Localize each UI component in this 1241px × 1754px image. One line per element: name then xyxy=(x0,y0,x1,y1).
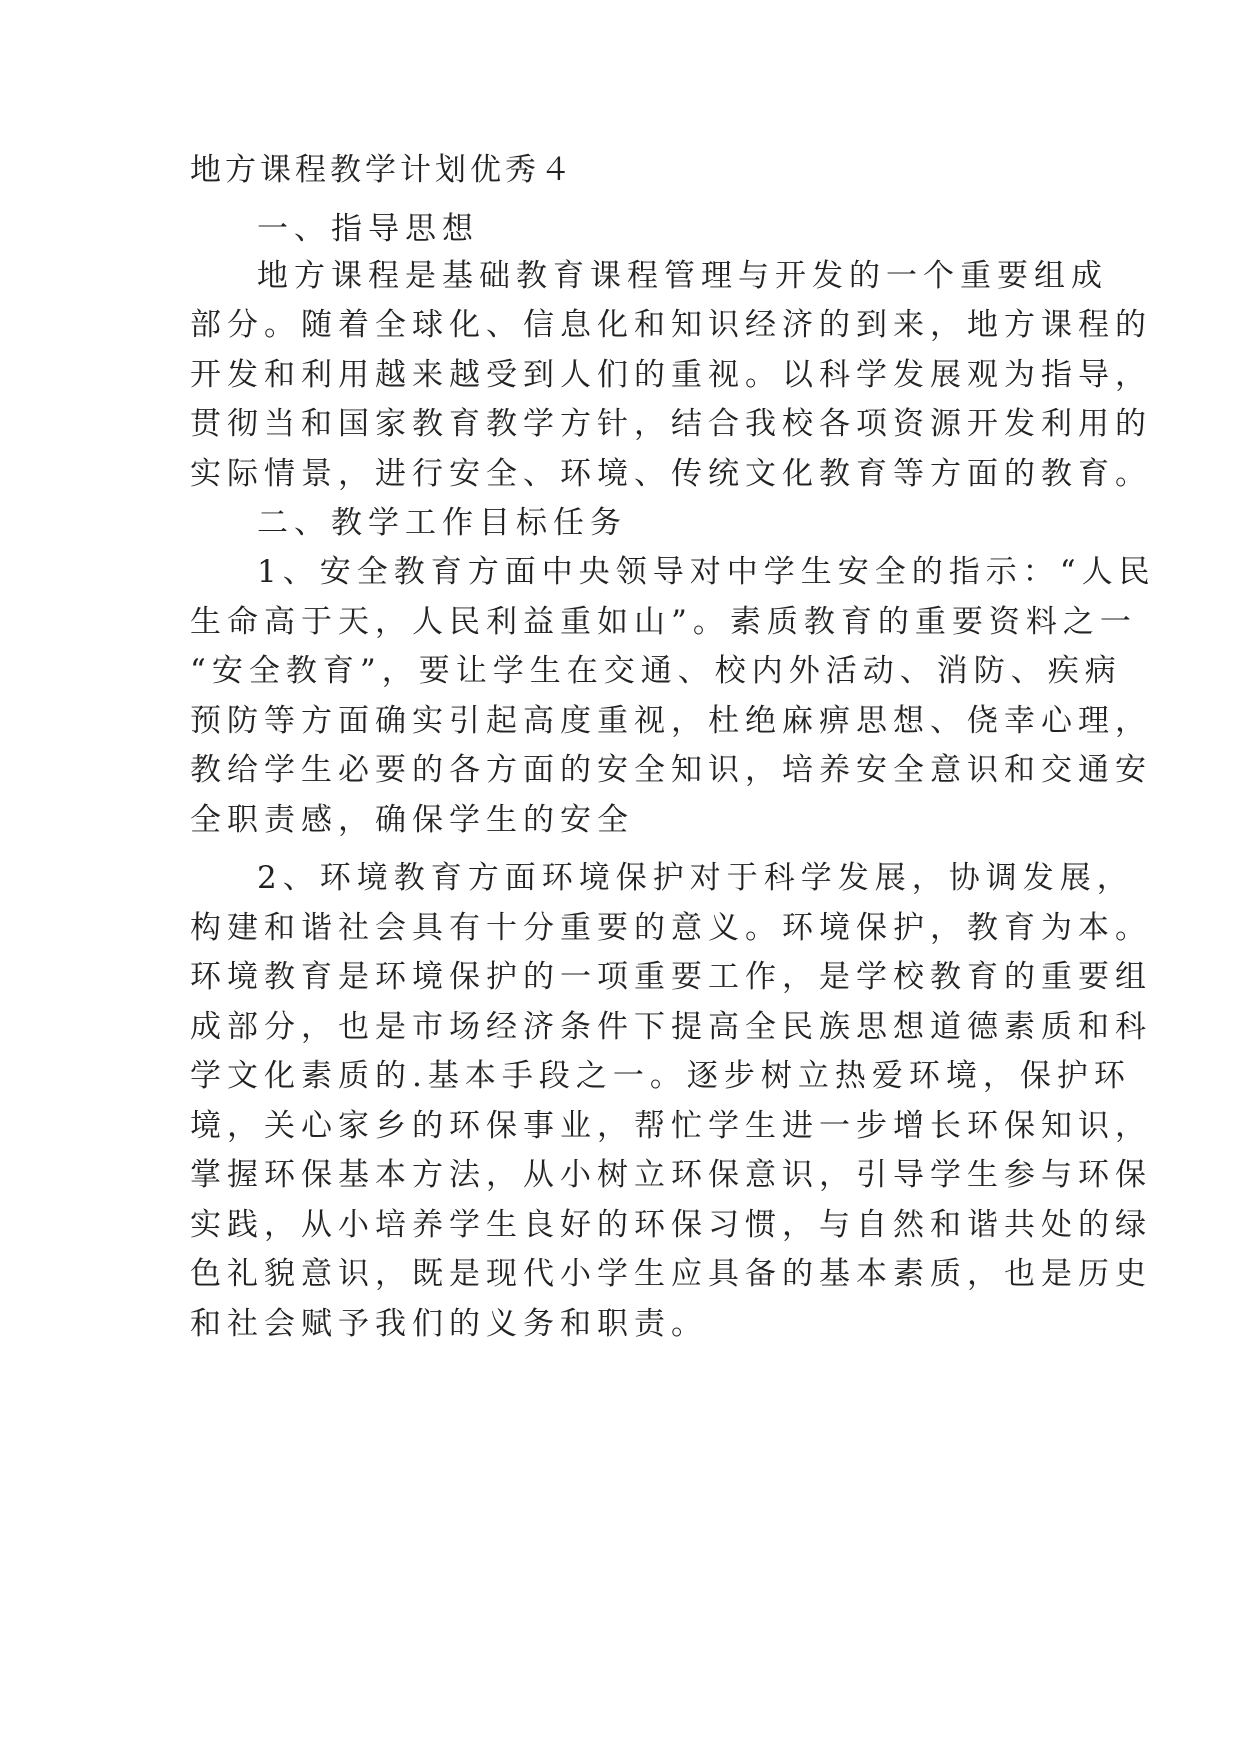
paragraph-line: 地方课程是基础教育课程管理与开发的一个重要组成 xyxy=(257,258,1108,294)
paragraph-line: 掌握环保基本方法，从小树立环保意识，引导学生参与环保 xyxy=(190,1157,1152,1193)
paragraph-line: 1、安全教育方面中央领导对中学生安全的指示：“人民 xyxy=(257,554,1156,590)
paragraph-line: 境，关心家乡的环保事业，帮忙学生进一步增长环保知识， xyxy=(190,1108,1152,1144)
paragraph-line: 预防等方面确实引起高度重视，杜绝麻痹思想、侥幸心理， xyxy=(190,703,1152,739)
paragraph-line: 实践，从小培养学生良好的环保习惯，与自然和谐共处的绿 xyxy=(190,1207,1152,1243)
paragraph-line: 教给学生必要的各方面的安全知识，培养安全意识和交通安 xyxy=(190,752,1152,788)
heading-goals-tasks: 二、教学工作目标任务 xyxy=(257,505,627,541)
paragraph-line: 贯彻当和国家教育教学方针，结合我校各项资源开发利用的 xyxy=(190,406,1152,442)
paragraph-line: 实际情景，进行安全、环境、传统文化教育等方面的教育。 xyxy=(190,456,1152,492)
paragraph-line: 环境教育是环境保护的一项重要工作，是学校教育的重要组 xyxy=(190,959,1152,995)
paragraph-line: 全职责感，确保学生的安全 xyxy=(190,802,634,838)
paragraph-line: “安全教育”，要让学生在交通、校内外活动、消防、疾病 xyxy=(190,653,1122,689)
paragraph-line: 成部分，也是市场经济条件下提高全民族思想道德素质和科 xyxy=(190,1009,1152,1045)
paragraph-line: 开发和利用越来越受到人们的重视。以科学发展观为指导， xyxy=(190,357,1152,393)
paragraph-line: 部分。随着全球化、信息化和知识经济的到来，地方课程的 xyxy=(190,307,1152,343)
paragraph-line: 构建和谐社会具有十分重要的意义。环境保护，教育为本。 xyxy=(190,910,1152,946)
paragraph-line: 2、环境教育方面环境保护对于科学发展，协调发展， xyxy=(257,860,1134,896)
paragraph-line: 色礼貌意识，既是现代小学生应具备的基本素质，也是历史 xyxy=(190,1256,1152,1292)
heading-guiding-ideology: 一、指导思想 xyxy=(257,211,479,247)
paragraph-line: 生命高于天，人民利益重如山”。素质教育的重要资料之一 xyxy=(190,604,1137,640)
paragraph-line: 学文化素质的.基本手段之一。逐步树立热爱环境，保护环 xyxy=(190,1058,1131,1094)
document-title: 地方课程教学计划优秀４ xyxy=(190,152,575,188)
paragraph-line: 和社会赋予我们的义务和职责。 xyxy=(190,1306,708,1342)
